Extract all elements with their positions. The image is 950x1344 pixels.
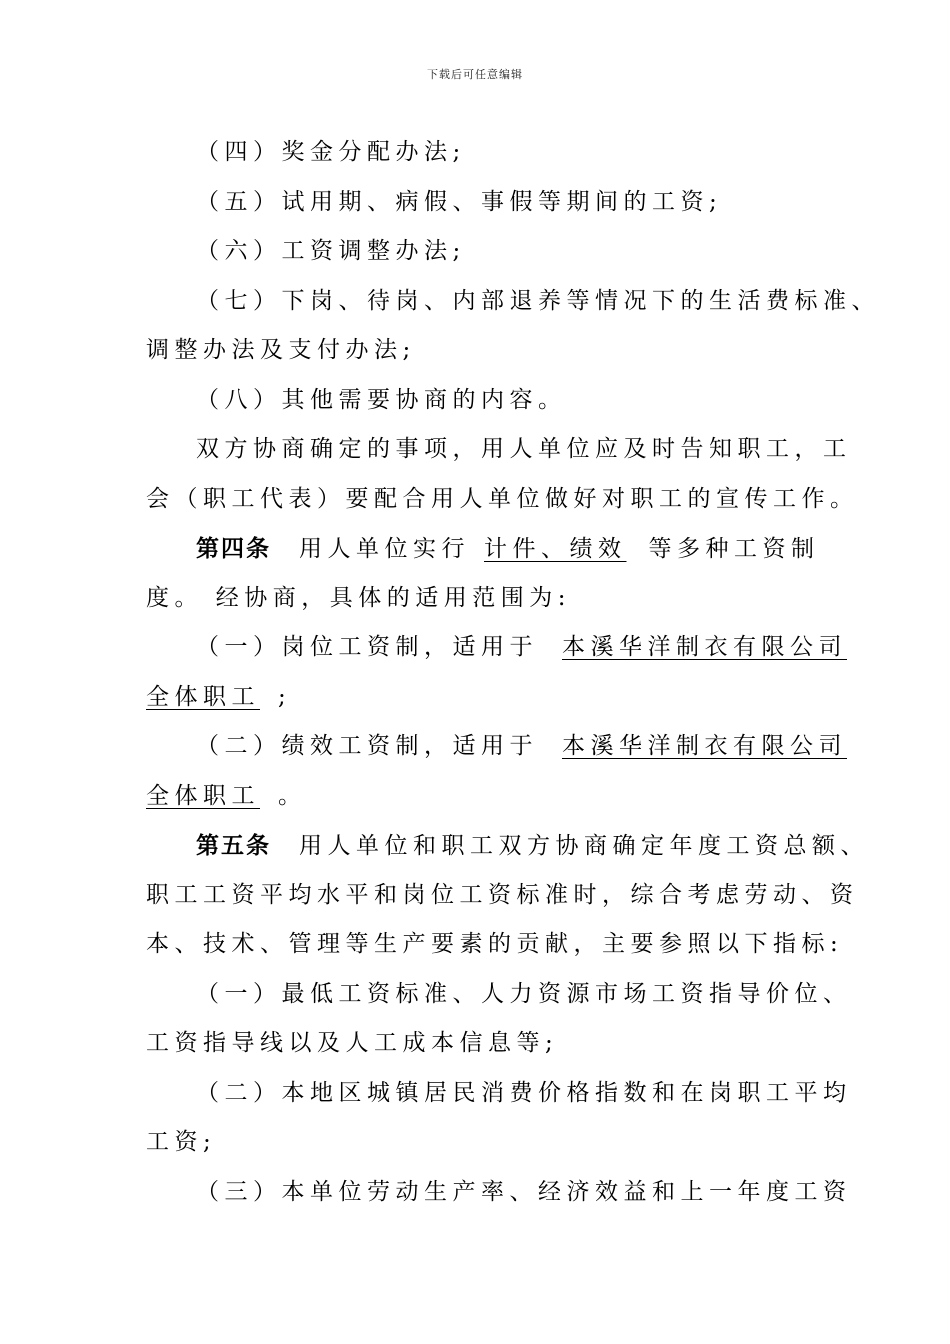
indicator-2-line-2: 工资; xyxy=(146,1129,217,1155)
article-5-line-2: 职工工资平均水平和岗位工资标准时，综合考虑劳动、资 xyxy=(146,881,859,908)
article-4-fill-text: 计件、绩效 xyxy=(484,536,627,562)
clause-4: （四）奖金分配办法; xyxy=(196,139,466,165)
indicator-1-line-2: 工资指导线以及人工成本信息等; xyxy=(146,1030,559,1056)
item-1-fill-a-text: 本溪华洋制衣有限公司 xyxy=(562,634,847,660)
paragraph-line-2: 会（职工代表）要配合用人单位做好对职工的宣传工作。 xyxy=(146,485,859,512)
item-2-fill-b xyxy=(146,783,278,809)
item-2-end: 。 xyxy=(278,782,307,809)
article-4-pre: 用人单位实行 xyxy=(299,536,470,562)
item-1-pre: （一）岗位工资制，适用于 xyxy=(196,634,538,660)
item-1-fill-b xyxy=(146,684,278,710)
item-2-fill-a-text: 本溪华洋制衣有限公司 xyxy=(562,733,847,759)
article-5-text: 用人单位和职工双方协商确定年度工资总额、 xyxy=(299,833,869,859)
article-4-fill xyxy=(470,536,649,562)
paragraph-line-1: 双方协商确定的事项，用人单位应及时告知职工，工 xyxy=(196,436,852,462)
item-1-fill-b-text: 全体职工 xyxy=(146,683,260,710)
item-2-fill-b-text: 全体职工 xyxy=(146,782,260,809)
document-body xyxy=(146,128,880,1217)
article-4-line-2: 度。 经协商，具体的适用范围为: xyxy=(146,584,572,611)
page-header: 下载后可任意编辑 xyxy=(427,68,523,81)
article-4-post: 等多种工资制 xyxy=(648,536,820,562)
article-4-label: 第四条 xyxy=(196,535,271,562)
indicator-2-line-1: （二）本地区城镇居民消费价格指数和在岗职工平均 xyxy=(196,1079,852,1106)
article-4-line-1 xyxy=(146,524,820,574)
item-2-pre: （二）绩效工资制，适用于 xyxy=(196,733,538,759)
article-4-item-1-line-1 xyxy=(146,623,847,673)
indicator-3-line-1: （三）本单位劳动生产率、经济效益和上一年度工资 xyxy=(196,1178,852,1205)
item-1-fill-a xyxy=(538,634,847,660)
article-5-label: 第五条 xyxy=(196,832,271,859)
indicator-1-line-1: （一）最低工资标准、人力资源市场工资指导价位、 xyxy=(196,980,852,1007)
article-5-line-3: 本、技术、管理等生产要素的贡献，主要参照以下指标: xyxy=(146,931,844,957)
item-1-end: ; xyxy=(278,683,292,710)
article-4-item-2-line-2 xyxy=(146,772,808,822)
clause-7-line-2: 调整办法及支付办法; xyxy=(146,337,416,363)
article-4-item-2-line-1 xyxy=(146,722,847,772)
item-2-fill-a xyxy=(538,733,847,759)
clause-8: （八）其他需要协商的内容。 xyxy=(196,386,567,413)
article-5-line-1 xyxy=(146,821,869,871)
clause-6: （六）工资调整办法; xyxy=(196,238,466,264)
article-4-item-1-line-2 xyxy=(146,673,808,723)
clause-5: （五）试用期、病假、事假等期间的工资; xyxy=(196,188,723,215)
clause-7-line-1: （七）下岗、待岗、内部退养等情况下的生活费标准、 xyxy=(196,287,880,314)
